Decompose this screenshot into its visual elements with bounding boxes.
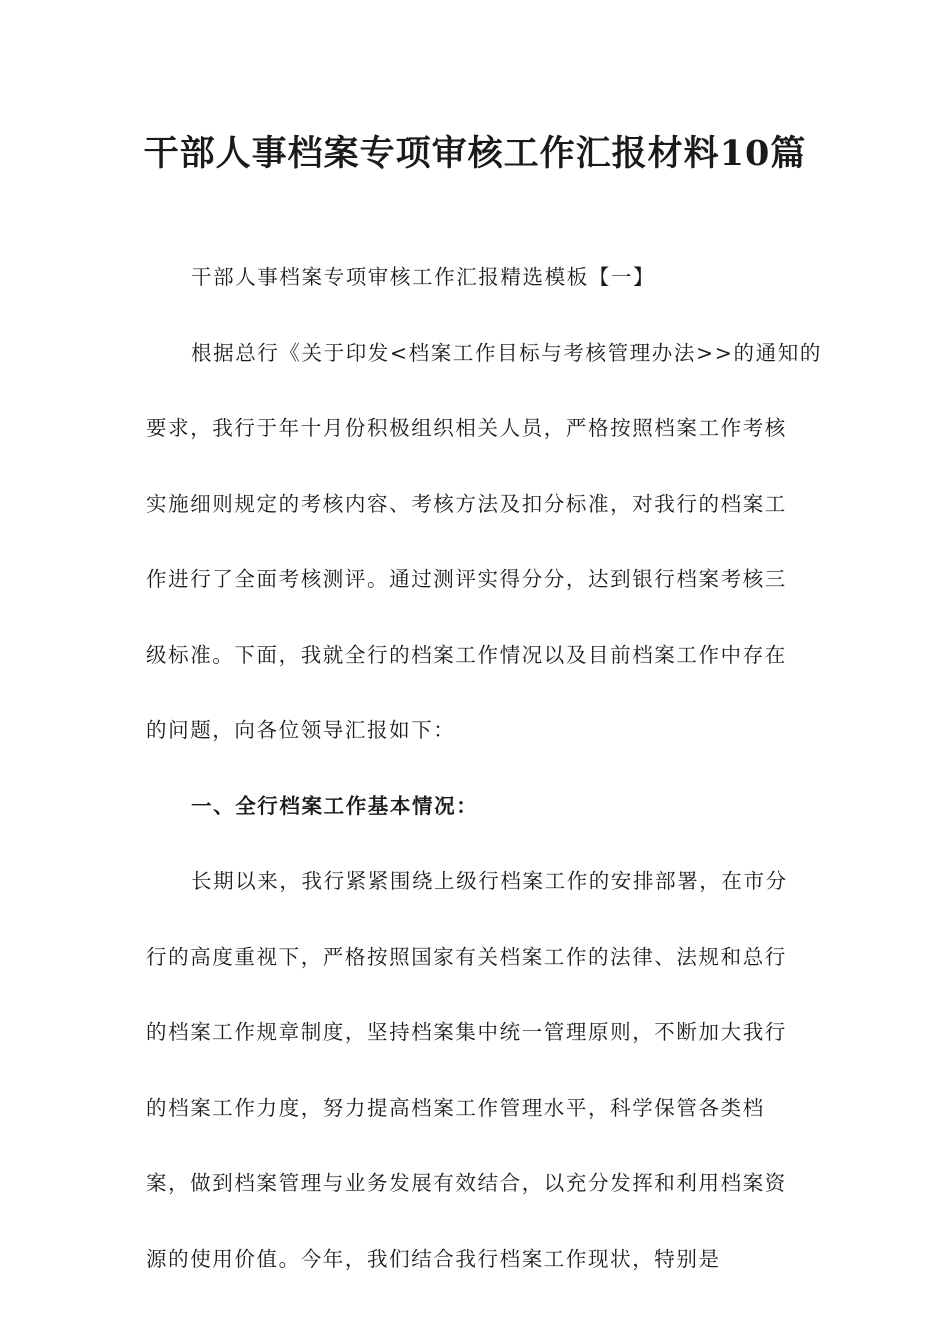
section-heading: 一、全行档案工作基本情况： [191,793,479,818]
document-body [146,240,822,1297]
paragraph-line: 源的使用价值。今年，我们结合我行档案工作现状，特别是 [146,1246,721,1271]
paragraph-line: 的问题，向各位领导汇报如下： [146,718,456,742]
template-subtitle: 干部人事档案专项审核工作汇报精选模板【一】 [191,265,656,289]
paragraph-line: 作进行了全面考核测评。通过测评实得分分，达到银行档案考核三 [146,567,787,591]
paragraph-intro [146,316,822,769]
document-title: 干部人事档案专项审核工作汇报材料10篇 [143,133,807,174]
paragraph-section1 [146,844,806,1297]
paragraph-line: 实施细则规定的考核内容、考核方法及扣分标准，对我行的档案工 [146,491,787,516]
paragraph-line: 要求，我行于年十月份积极组织相关人员，严格按照档案工作考核 [146,416,787,440]
paragraph-line: 级标准。下面，我就全行的档案工作情况以及目前档案工作中存在 [146,642,787,667]
paragraph-line: 行的高度重视下，严格按照国家有关档案工作的法律、法规和总行 [146,944,787,969]
paragraph-line: 根据总行《关于印发<档案工作目标与考核管理办法>>的通知的 [191,340,822,365]
paragraph-line: 的档案工作力度，努力提高档案工作管理水平，科学保管各类档 [146,1095,765,1120]
paragraph-line: 的档案工作规章制度，坚持档案集中统一管理原则，不断加大我行 [146,1020,787,1044]
paragraph-line: 长期以来，我行紧紧围绕上级行档案工作的安排部署，在市分 [191,869,788,893]
paragraph-line: 案，做到档案管理与业务发展有效结合，以充分发挥和利用档案资 [146,1171,787,1195]
